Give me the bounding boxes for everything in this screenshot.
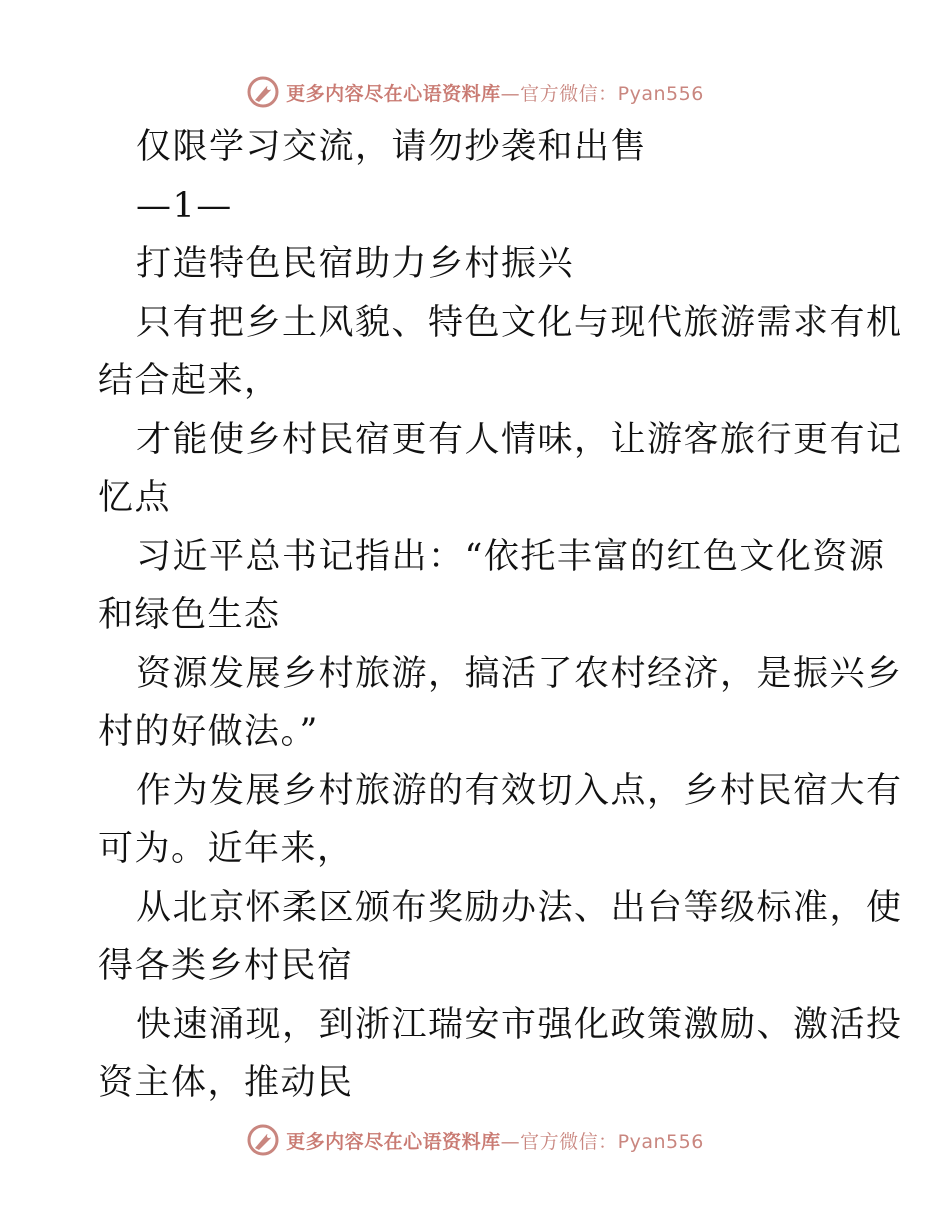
text-line: 结合起来， xyxy=(98,361,281,401)
notice-line: 仅限学习交流，请勿抄袭和出售 xyxy=(136,127,648,167)
text-line: 村的好做法。” xyxy=(98,712,319,752)
watermark-text xyxy=(286,79,704,106)
watermark-suffix: —官方微信：Pyan556 xyxy=(500,82,704,105)
watermark-text xyxy=(286,1127,704,1154)
article-title: 打造特色民宿助力乡村振兴 xyxy=(136,244,575,284)
text-line: 才能使乡村民宿更有人情味，让游客旅行更有记 xyxy=(136,419,903,460)
watermark-brand: 更多内容尽在心语资料库 xyxy=(286,1130,501,1153)
text-line: 习近平总书记指出：“依托丰富的红色文化资源 xyxy=(136,536,886,577)
text-line: 资主体，推动民 xyxy=(98,1063,354,1103)
watermark-suffix: —官方微信：Pyan556 xyxy=(500,1130,704,1153)
header-watermark xyxy=(0,72,950,112)
text-line: 可为。近年来， xyxy=(98,829,354,869)
document-body xyxy=(98,118,903,1113)
text-line: 从北京怀柔区颁布奖励办法、出台等级标准，使 xyxy=(136,887,903,928)
text-line: 资源发展乡村旅游，搞活了农村经济，是振兴乡 xyxy=(136,653,903,694)
text-line: 得各类乡村民宿 xyxy=(98,946,354,986)
pen-nib-logo-icon xyxy=(246,75,280,109)
text-line: 快速涌现，到浙江瑞安市强化政策激励、激活投 xyxy=(136,1004,903,1045)
page-number: —1— xyxy=(136,185,233,226)
text-line: 只有把乡土风貌、特色文化与现代旅游需求有机 xyxy=(136,302,903,343)
watermark-brand: 更多内容尽在心语资料库 xyxy=(286,82,501,105)
text-line: 作为发展乡村旅游的有效切入点，乡村民宿大有 xyxy=(136,770,903,811)
pen-nib-logo-icon xyxy=(246,1123,280,1157)
text-line: 忆点 xyxy=(98,478,172,518)
text-line: 和绿色生态 xyxy=(98,595,281,635)
footer-watermark xyxy=(0,1120,950,1160)
